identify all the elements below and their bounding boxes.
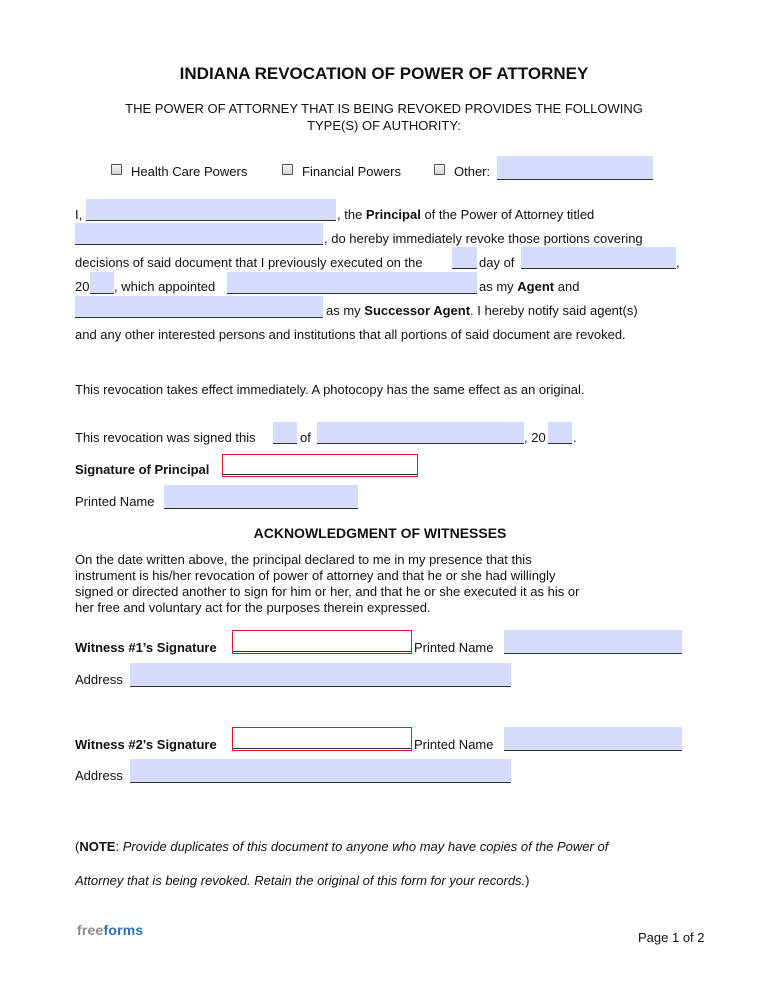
ack-line-2: instrument is his/her revocation of power of attorney and that he or she had willingly xyxy=(75,568,556,583)
which-appointed-text: , which appointed xyxy=(114,279,216,294)
other-authority-field[interactable] xyxy=(497,156,653,180)
financial-label: Financial Powers xyxy=(302,164,401,179)
principal-name-field[interactable] xyxy=(86,199,336,221)
witness1-signature-field[interactable] xyxy=(232,630,412,654)
executed-year-field[interactable] xyxy=(90,272,114,294)
principal-signature-field[interactable] xyxy=(222,454,418,477)
subtitle-line-1: THE POWER OF ATTORNEY THAT IS BEING REVOKED PROVIDES THE FOLLOWING xyxy=(125,101,643,116)
ack-line-3: signed or directed another to sign for him or her, and that he or she executed it as his or xyxy=(75,584,580,599)
witness2-signature-field[interactable] xyxy=(232,727,412,751)
signed-year-field[interactable] xyxy=(548,422,572,444)
witness2-signature-label: Witness #2’s Signature xyxy=(75,737,217,752)
year-prefix: 20 xyxy=(75,279,90,294)
witness1-address-field[interactable] xyxy=(130,663,511,687)
note-line-1: (NOTE: Provide duplicates of this document to anyone who may have copies of the Power of xyxy=(75,839,609,854)
other-checkbox[interactable] xyxy=(434,164,445,175)
witness1-printed-name-field[interactable] xyxy=(504,630,682,654)
effect-text: This revocation takes effect immediately. A photocopy has the same effect as an original. xyxy=(75,382,585,397)
subtitle-line-2: TYPE(S) OF AUTHORITY: xyxy=(307,118,461,133)
poa-title-field[interactable] xyxy=(75,223,323,245)
witness2-address-label: Address xyxy=(75,768,123,783)
page-title: INDIANA REVOCATION OF POWER OF ATTORNEY xyxy=(179,64,589,83)
freeforms-logo: freeforms xyxy=(77,922,144,938)
signed-of: of xyxy=(300,430,311,445)
i-label: I, xyxy=(75,207,83,222)
ack-line-4: her free and voluntary act for the purposes therein expressed. xyxy=(75,600,431,615)
signed-prefix: This revocation was signed this xyxy=(75,430,256,445)
health-care-label: Health Care Powers xyxy=(131,164,248,179)
page-number: Page 1 of 2 xyxy=(638,930,705,945)
body-last-line: and any other interested persons and institutions that all portions of said document are revoked. xyxy=(75,327,626,342)
ack-line-1: On the date written above, the principal declared to me in my presence that this xyxy=(75,552,532,567)
witness1-printed-name-label: Printed Name xyxy=(414,640,494,655)
principal-printed-name-label: Printed Name xyxy=(75,494,155,509)
signed-day-field[interactable] xyxy=(273,422,297,444)
witness2-address-field[interactable] xyxy=(130,759,511,783)
witness2-printed-name-field[interactable] xyxy=(504,727,682,751)
witness1-signature-label: Witness #1’s Signature xyxy=(75,640,217,655)
agent-name-field[interactable] xyxy=(227,272,477,294)
executed-month-field[interactable] xyxy=(521,247,676,269)
executed-day-field[interactable] xyxy=(452,247,477,269)
successor-text: as my Successor Agent. I hereby notify said agent(s) xyxy=(326,303,638,318)
successor-agent-field[interactable] xyxy=(75,296,323,318)
note-line-2: Attorney that is being revoked. Retain the original of this form for your records.) xyxy=(75,873,530,888)
revoke-text: , do hereby immediately revoke those portions covering xyxy=(324,231,643,246)
witness2-printed-name-label: Printed Name xyxy=(414,737,494,752)
principal-printed-name-field[interactable] xyxy=(164,485,358,509)
signed-period: . xyxy=(573,430,577,445)
comma-text: , xyxy=(676,255,680,270)
other-label: Other: xyxy=(454,164,491,179)
day-of-text: day of xyxy=(479,255,515,270)
agent-text: as my Agent and xyxy=(479,279,580,294)
financial-checkbox[interactable] xyxy=(282,164,293,175)
signed-month-field[interactable] xyxy=(317,422,524,444)
principal-sentence: , the Principal of the Power of Attorney titled xyxy=(337,207,595,222)
decisions-text: decisions of said document that I previously executed on the xyxy=(75,255,423,270)
principal-signature-label: Signature of Principal xyxy=(75,462,210,477)
ack-heading: ACKNOWLEDGMENT OF WITNESSES xyxy=(253,525,507,541)
witness1-address-label: Address xyxy=(75,672,123,687)
health-care-checkbox[interactable] xyxy=(111,164,122,175)
signed-year-prefix: , 20 xyxy=(524,430,546,445)
